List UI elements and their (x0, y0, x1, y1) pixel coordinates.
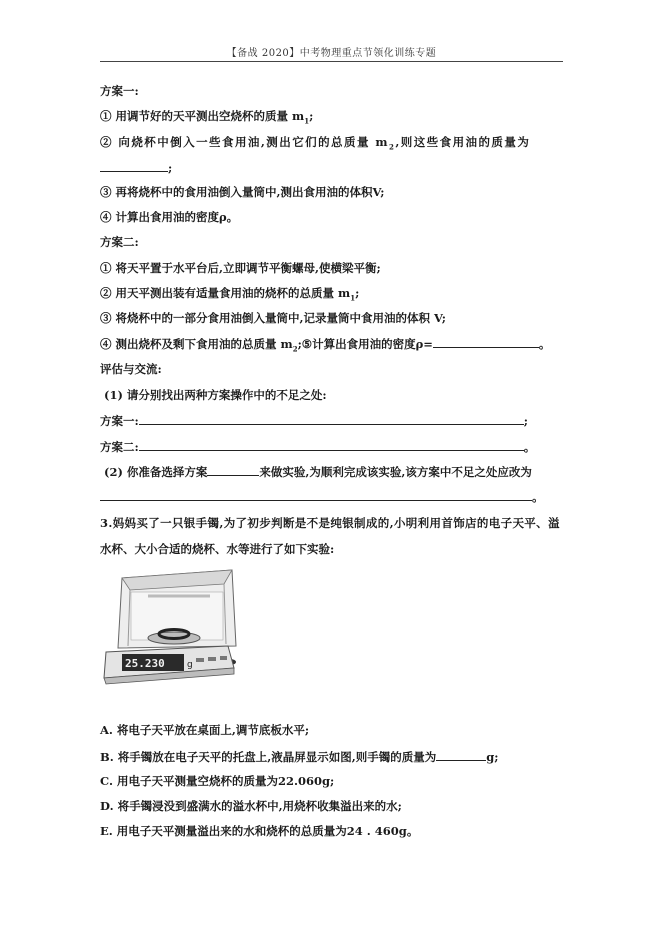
bracelet-mass-blank[interactable] (436, 749, 486, 761)
plan2-step4 (100, 336, 550, 356)
q3-step-b-end: g; (486, 750, 499, 764)
improvement-blank[interactable] (100, 489, 532, 501)
evaluation-heading: 评估与交流: (100, 362, 162, 376)
plan1-step2-answer-line (100, 160, 172, 175)
q2-end: 。 (532, 490, 544, 504)
evaluation-q1: (1) 请分别找出两种方案操作中的不足之处: (104, 388, 327, 402)
header-rule (100, 61, 563, 62)
plan1-step2 (100, 135, 530, 154)
plan2-step4-end: 。 (538, 337, 551, 351)
plan1-step4: ④ 计算出食用油的密度ρ。 (100, 210, 239, 224)
plan1-step2-sub: 2 (388, 142, 396, 152)
plan2-heading: 方案二: (100, 235, 139, 249)
plan2-step4-sub: 2 (292, 344, 298, 354)
ans2-label: 方案二: (100, 440, 139, 454)
chosen-plan-blank[interactable] (207, 464, 259, 476)
ans1-end: ; (523, 414, 528, 428)
ans2-end: 。 (523, 440, 536, 454)
plan1-step3: ③ 再将烧杯中的食用油倒入量筒中,测出食用油的体积V; (100, 185, 385, 199)
balance-button (196, 658, 204, 662)
evaluation-ans2 (100, 439, 535, 454)
q3-intro-line1: 3.妈妈买了一只银手镯,为了初步判断是不是纯银制成的,小明利用首饰店的电子天平、溢 (100, 516, 560, 530)
plan1-step2-text-b: ,则这些食用油的质量为 (395, 135, 531, 149)
plan2-step1: ① 将天平置于水平台后,立即调节平衡螺母,使横梁平衡; (100, 261, 381, 275)
plan2-step4-text: ④ 测出烧杯及剩下食用油的总质量 m (100, 337, 293, 351)
q3-step-c: C. 用电子天平测量空烧杯的质量为22.060g; (100, 774, 335, 788)
lcd-reading: 25.230 (125, 657, 165, 670)
plan1-step1-end: ; (309, 109, 314, 123)
plan2-step4-text-b: ;⑤计算出食用油的密度ρ= (297, 337, 433, 351)
plan2-step2 (100, 286, 359, 305)
plan1-step1 (100, 109, 313, 128)
q3-intro-line2: 水杯、大小合适的烧杯、水等进行了如下实验: (100, 542, 335, 556)
plan1-step1-sub: 1 (304, 116, 310, 126)
ans1-label: 方案一: (100, 414, 139, 428)
plan1-step1-text: ① 用调节好的天平测出空烧杯的质量 m (100, 109, 305, 123)
plan1-heading: 方案一: (100, 84, 139, 98)
balance-button (208, 657, 216, 661)
q3-step-a: A. 将电子天平放在桌面上,调节底板水平; (100, 723, 310, 737)
lcd-unit: g (187, 660, 193, 670)
q2-text-a: (2) 你准备选择方案 (104, 465, 208, 479)
density-formula-blank[interactable] (433, 336, 539, 348)
evaluation-ans1 (100, 413, 528, 428)
plan1-shortcoming-blank[interactable] (139, 413, 524, 425)
plan1-step2-text-a: ② 向烧杯中倒入一些食用油,测出它们的总质量 m (100, 135, 389, 149)
evaluation-q2-answer (100, 489, 544, 504)
plan2-step2-end: ; (355, 286, 360, 300)
plan2-step2-sub: 1 (350, 293, 356, 303)
balance-button (220, 656, 227, 660)
q3-step-e: E. 用电子天平测量溢出来的水和烧杯的总质量为24 . 460g。 (100, 824, 419, 838)
q3-step-b (100, 749, 499, 764)
plan1-step2-end: ; (168, 161, 173, 175)
q3-step-d: D. 将手镯浸没到盛满水的溢水杯中,用烧杯收集溢出来的水; (100, 799, 402, 813)
page-header: 【备战 2020】中考物理重点节领化训练专题 (226, 48, 437, 59)
q2-text-b: 来做实验,为顺利完成该实验,该方案中不足之处应改为 (259, 465, 532, 479)
electronic-balance-photo (100, 566, 240, 686)
plan1-mass-blank[interactable] (100, 160, 168, 172)
plan2-step3: ③ 将烧杯中的一部分食用油倒入量筒中,记录量筒中食用油的体积 V; (100, 311, 447, 325)
plan2-step2-text: ② 用天平测出装有适量食用油的烧杯的总质量 m (100, 286, 351, 300)
plan2-shortcoming-blank[interactable] (139, 439, 524, 451)
evaluation-q2 (104, 464, 532, 479)
q3-step-b-text: B. 将手镯放在电子天平的托盘上,液晶屏显示如图,则手镯的质量为 (100, 750, 437, 764)
